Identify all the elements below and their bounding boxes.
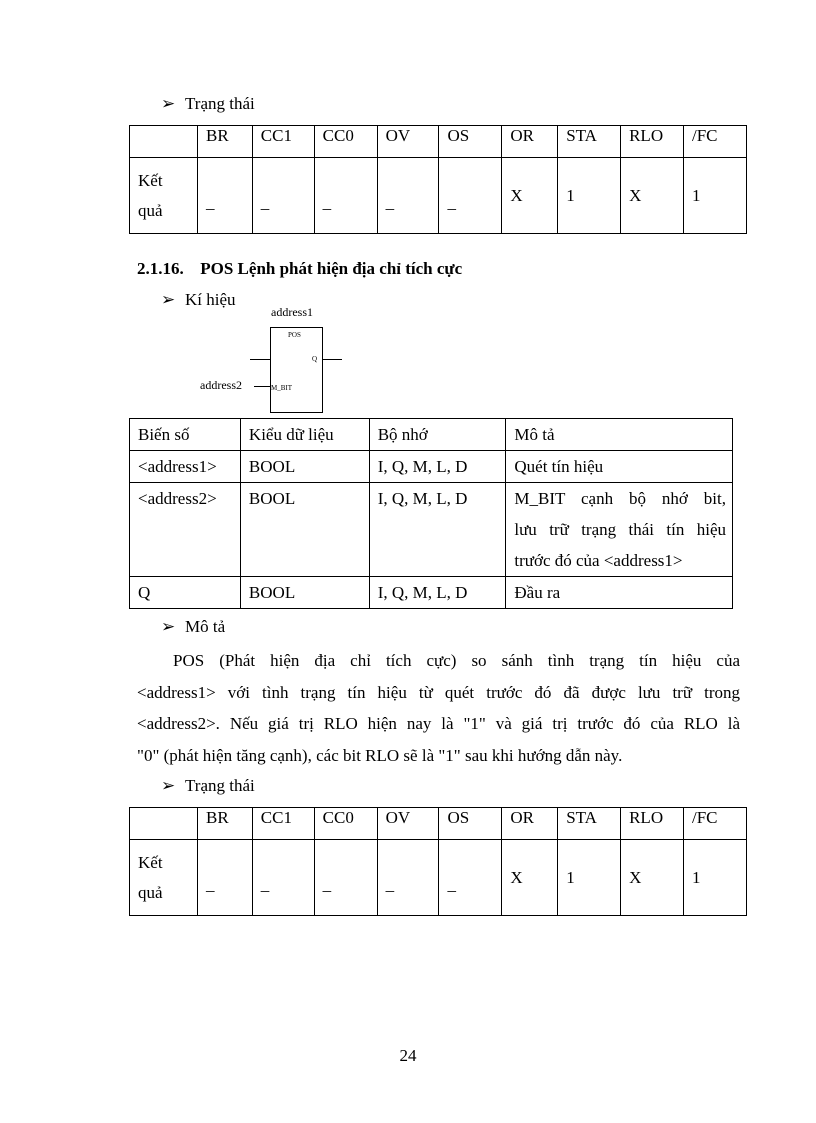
status-header-cell: STA <box>558 808 621 840</box>
variable-desc-line: lưu trữ trạng thái tín hiệu <box>514 520 726 539</box>
address2-wire <box>254 386 270 387</box>
status-header-cell: CC0 <box>314 808 377 840</box>
status-value-cell: _ <box>252 840 314 916</box>
status-bullet-2 <box>161 776 255 796</box>
status-header-cell: CC1 <box>252 808 314 840</box>
status-value-cell: _ <box>197 158 252 234</box>
status-value-cell: 1 <box>684 840 747 916</box>
status-value-cell: X <box>621 158 684 234</box>
input-wire <box>250 359 270 360</box>
arrow-bullet-icon: ➢ <box>161 776 176 795</box>
status-header-cell: STA <box>558 126 621 158</box>
status-header-cell: RLO <box>621 126 684 158</box>
pos-diagram <box>190 302 370 414</box>
status-header-cell: /FC <box>684 126 747 158</box>
status-table-1 <box>129 125 747 234</box>
status-row-label-line2: quả <box>138 200 163 220</box>
status-header-cell: OR <box>502 808 558 840</box>
description-bullet <box>161 617 225 637</box>
address1-label: address1 <box>271 305 313 319</box>
variable-cell: BOOL <box>240 483 369 577</box>
pos-block <box>270 327 323 413</box>
variable-table <box>129 418 733 609</box>
status-value-cell: _ <box>377 158 439 234</box>
variable-cell: <address1> <box>130 451 241 483</box>
status-header-cell: BR <box>197 126 252 158</box>
status-header-cell: OS <box>439 808 502 840</box>
status-value-cell: X <box>502 158 558 234</box>
description-title: Mô tả <box>185 617 226 636</box>
pos-output-label: Q <box>312 355 318 363</box>
status-row-label <box>130 158 198 234</box>
status-header-cell: /FC <box>684 808 747 840</box>
variable-cell: I, Q, M, L, D <box>369 483 506 577</box>
section-number: 2.1.16. <box>137 259 184 278</box>
status-result-row <box>130 158 747 234</box>
status-bullet-1 <box>161 94 255 114</box>
status-row-label-line2: quả <box>138 882 163 902</box>
status-title-2: Trạng thái <box>185 776 255 795</box>
variable-row <box>130 451 733 483</box>
variable-cell: Quét tín hiệu <box>506 451 733 483</box>
arrow-bullet-icon: ➢ <box>161 617 176 636</box>
output-wire <box>322 359 342 360</box>
variable-header-cell: Bộ nhớ <box>369 419 506 451</box>
status-value-cell: _ <box>252 158 314 234</box>
description-line: "0" (phát hiện tăng cạnh), các bit RLO sẽ là "1" sau khi hướng dẫn này. <box>137 745 623 765</box>
status-value-cell: X <box>621 840 684 916</box>
status-result-row <box>130 840 747 916</box>
arrow-bullet-icon: ➢ <box>161 94 176 113</box>
status-value-cell: 1 <box>558 158 621 234</box>
variable-cell: BOOL <box>240 451 369 483</box>
status-header-cell: OR <box>502 126 558 158</box>
section-heading <box>137 259 462 279</box>
status-header-row <box>130 808 747 840</box>
status-header-empty <box>130 126 198 158</box>
status-value-cell: _ <box>439 158 502 234</box>
variable-cell: <address2> <box>130 483 241 577</box>
variable-cell: I, Q, M, L, D <box>369 451 506 483</box>
variable-cell: Đầu ra <box>506 577 733 609</box>
variable-header-cell: Kiểu dữ liệu <box>240 419 369 451</box>
description-line: POS (Phát hiện địa chỉ tích cực) so sánh tình trạng tín hiệu của <box>173 651 740 670</box>
status-value-cell: 1 <box>684 158 747 234</box>
description-line: <address1> với tình trạng tín hiệu từ quét trước đó đã được lưu trữ trong <box>137 682 740 702</box>
page-number: 24 <box>399 1046 417 1065</box>
variable-cell: Q <box>130 577 241 609</box>
variable-header-cell: Biến số <box>130 419 241 451</box>
status-header-cell: CC0 <box>314 126 377 158</box>
status-value-cell: _ <box>197 840 252 916</box>
variable-cell-multiline <box>506 483 733 577</box>
status-header-cell: CC1 <box>252 126 314 158</box>
status-value-cell: _ <box>314 158 377 234</box>
symbol-title: Kí hiệu <box>185 290 236 309</box>
status-header-row <box>130 126 747 158</box>
variable-row <box>130 483 733 577</box>
status-value-cell: _ <box>314 840 377 916</box>
status-header-cell: BR <box>197 808 252 840</box>
status-row-label-line1: Kết <box>138 170 163 190</box>
status-title-1: Trạng thái <box>185 94 255 113</box>
status-value-cell: _ <box>439 840 502 916</box>
variable-row <box>130 577 733 609</box>
variable-cell: BOOL <box>240 577 369 609</box>
variable-header-cell: Mô tả <box>506 419 733 451</box>
variable-cell: I, Q, M, L, D <box>369 577 506 609</box>
variable-desc-line: M_BIT cạnh bộ nhớ bit, <box>514 489 726 508</box>
variable-header-row <box>130 419 733 451</box>
description-paragraph <box>137 645 740 771</box>
status-header-cell: RLO <box>621 808 684 840</box>
status-value-cell: _ <box>377 840 439 916</box>
status-header-cell: OV <box>377 126 439 158</box>
arrow-bullet-icon: ➢ <box>161 290 176 309</box>
status-header-cell: OS <box>439 126 502 158</box>
status-value-cell: X <box>502 840 558 916</box>
pos-block-name: POS <box>288 331 301 339</box>
status-header-empty <box>130 808 198 840</box>
section-title: POS Lệnh phát hiện địa chỉ tích cực <box>200 259 463 278</box>
variable-desc-line: trước đó của <address1> <box>514 551 683 570</box>
status-table-2 <box>129 807 747 916</box>
description-line: <address2>. Nếu giá trị RLO hiện nay là "1" và giá trị trước đó của RLO là <box>137 714 740 733</box>
status-row-label-line1: Kết <box>138 852 163 872</box>
status-value-cell: 1 <box>558 840 621 916</box>
pos-mbit-label: M_BIT <box>271 384 292 392</box>
status-row-label <box>130 840 198 916</box>
status-header-cell: OV <box>377 808 439 840</box>
address2-label: address2 <box>200 378 242 392</box>
